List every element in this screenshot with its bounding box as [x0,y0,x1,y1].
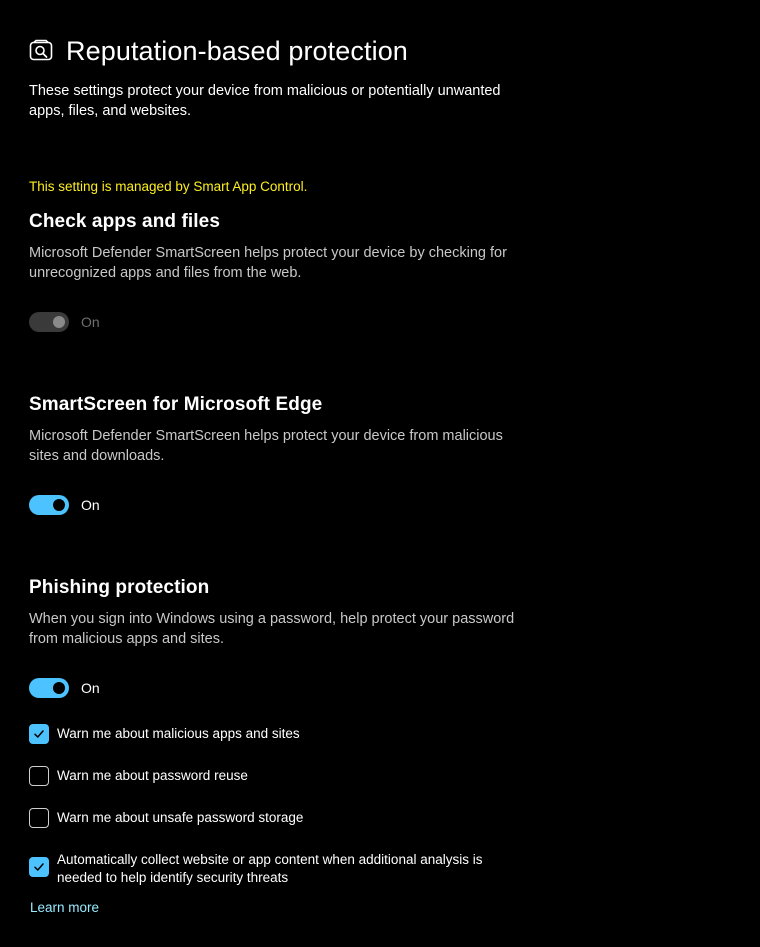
check-apps-description: Microsoft Defender SmartScreen helps protect your device by checking for unrecognized apps and files from the web. [29,245,507,281]
check-apps-toggle [29,312,69,332]
warn-password-reuse-option[interactable] [29,766,517,786]
auto-collect-content-checkbox[interactable] [29,857,49,877]
check-apps-section-title: Check apps and files [29,211,221,232]
managed-by-smart-app-control-note: This setting is managed by Smart App Control. [29,179,308,194]
edge-toggle[interactable] [29,495,69,515]
phishing-toggle-label: On [81,680,100,696]
check-apps-toggle-label: On [81,314,100,330]
page-description: These settings protect your device from malicious or potentially unwanted apps, files, and websites. [29,83,501,119]
check-apps-toggle-row [29,312,100,332]
auto-collect-content-option[interactable] [29,851,517,887]
warn-unsafe-storage-label: Warn me about unsafe password storage [57,810,304,825]
warn-unsafe-storage-checkbox[interactable] [29,808,49,828]
warn-unsafe-storage-option[interactable] [29,808,517,828]
edge-toggle-label: On [81,497,100,513]
learn-more-link[interactable]: Learn more [30,900,100,915]
reputation-shield-search-icon [28,38,54,64]
warn-password-reuse-label: Warn me about password reuse [57,768,248,783]
warn-malicious-apps-label: Warn me about malicious apps and sites [57,726,300,741]
page-title: Reputation-based protection [66,35,408,66]
warn-malicious-apps-option[interactable] [29,724,517,744]
warn-password-reuse-checkbox[interactable] [29,766,49,786]
edge-description: Microsoft Defender SmartScreen helps protect your device from malicious sites and downloads. [29,428,503,464]
page-header [28,34,408,68]
checkmark-icon [33,861,45,873]
edge-toggle-row[interactable] [29,495,100,515]
phishing-toggle-row[interactable] [29,678,100,698]
auto-collect-content-label: Automatically collect website or app content when additional analysis is needed to help identify security threats [57,852,483,885]
checkmark-icon [33,728,45,740]
edge-section-title: SmartScreen for Microsoft Edge [29,394,323,415]
phishing-description: When you sign into Windows using a password, help protect your password from malicious apps and sites. [29,611,515,647]
phishing-toggle[interactable] [29,678,69,698]
phishing-section-title: Phishing protection [29,577,210,598]
warn-malicious-apps-checkbox[interactable] [29,724,49,744]
